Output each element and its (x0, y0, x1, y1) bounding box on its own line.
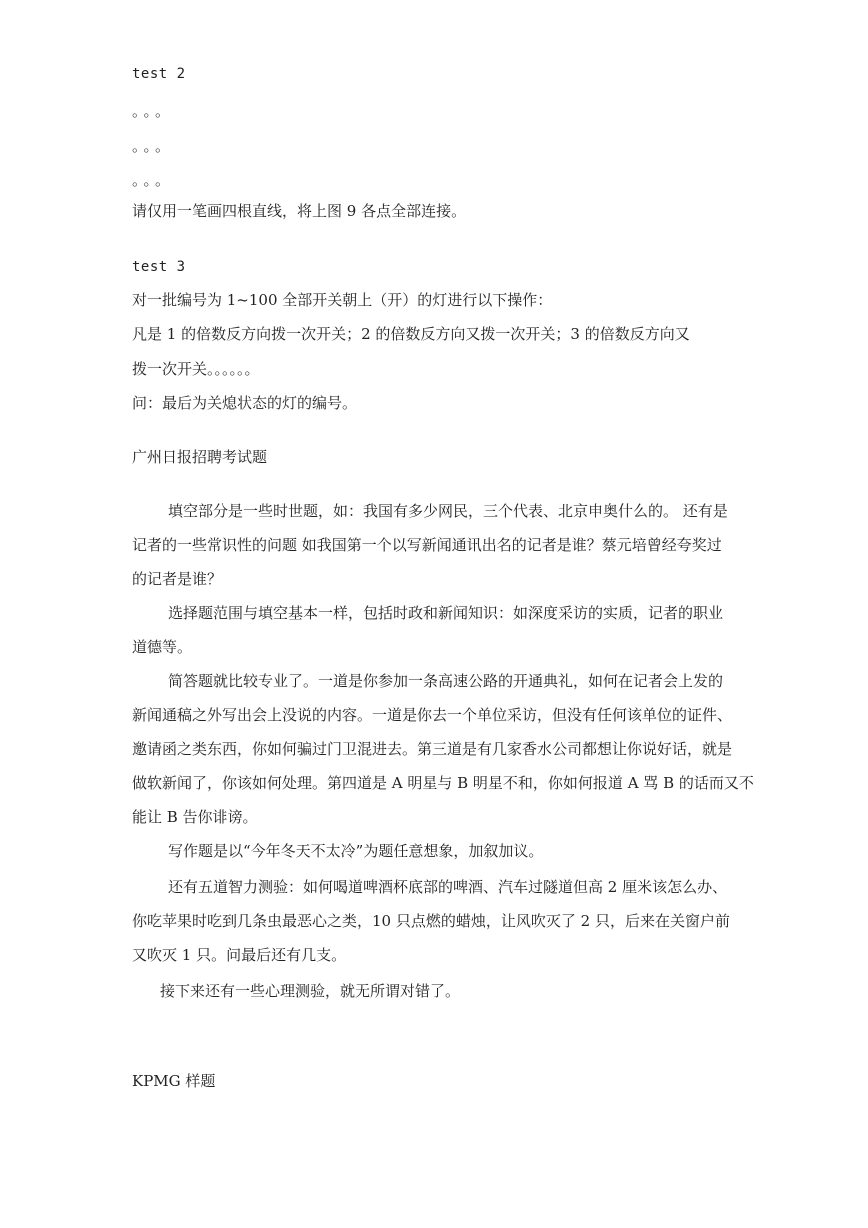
paragraph-line: 填空部分是一些时世题，如：我国有多少网民，三个代表、北京申奥什么的。 还有是 (168, 502, 728, 520)
paragraph-line: 记者的一些常识性的问题 如我国第一个以写新闻通讯出名的记者是谁？蔡元培曾经夸奖过 (132, 536, 722, 554)
paragraph-line: 做软新闻了，你该如何处理。第四道是 A 明星与 B 明星不和，你如何报道 A 骂 B 的话而又不 (132, 774, 754, 792)
paragraph-line: 道德等。 (132, 638, 193, 656)
paragraph-line: 的记者是谁？ (132, 570, 223, 588)
paragraph-line: 又吹灭 1 只。问最后还有几支。 (132, 946, 347, 964)
paragraph-line: 写作题是以“今年冬天不太冷”为题任意想象，加叙加议。 (168, 842, 544, 860)
test3-line-4: 问：最后为关熄状态的灯的编号。 (132, 394, 358, 412)
paragraph-line: 接下来还有一些心理测验，就无所谓对错了。 (160, 982, 461, 1000)
dot-row-1: 。。。 (132, 102, 175, 120)
paragraph-line: 选择题范围与填空基本一样，包括时政和新闻知识：如深度采访的实质，记者的职业 (168, 604, 724, 622)
test3-title: test 3 (132, 259, 186, 275)
test3-line-3: 拨一次开关。。。。。。 (132, 360, 260, 378)
test3-line-2: 凡是 1 的倍数反方向拨一次开关；2 的倍数反方向又拨一次开关；3 的倍数反方向又 (132, 325, 690, 343)
paragraph-line: 你吃苹果时吃到几条虫最恶心之类，10 只点燃的蜡烛，让风吹灭了 2 只，后来在关窗户前 (132, 912, 730, 930)
paragraph-line: 新闻通稿之外写出会上没说的内容。一道是你去一个单位采访，但没有任何该单位的证件、 (132, 706, 733, 724)
paragraph-line: 能让 B 告你诽谤。 (132, 808, 258, 826)
kpmg-title: KPMG 样题 (132, 1072, 216, 1090)
dot-row-2: 。。。 (132, 137, 175, 155)
test2-question: 请仅用一笔画四根直线，将上图 9 各点全部连接。 (132, 202, 467, 220)
paragraph-line: 还有五道智力测验：如何喝道啤酒杯底部的啤酒、汽车过隧道但高 2 厘米该怎么办、 (168, 878, 728, 896)
test3-line-1: 对一批编号为 1~100 全部开关朝上（开）的灯进行以下操作： (132, 291, 553, 309)
dot-row-3: 。。。 (132, 171, 175, 189)
test2-title: test 2 (132, 66, 186, 82)
guangzhou-title: 广州日报招聘考试题 (132, 448, 268, 466)
paragraph-line: 简答题就比较专业了。一道是你参加一条高速公路的开通典礼，如何在记者会上发的 (168, 672, 724, 690)
paragraph-line: 邀请函之类东西，你如何骗过门卫混进去。第三道是有几家香水公司都想让你说好话，就是 (132, 740, 733, 758)
